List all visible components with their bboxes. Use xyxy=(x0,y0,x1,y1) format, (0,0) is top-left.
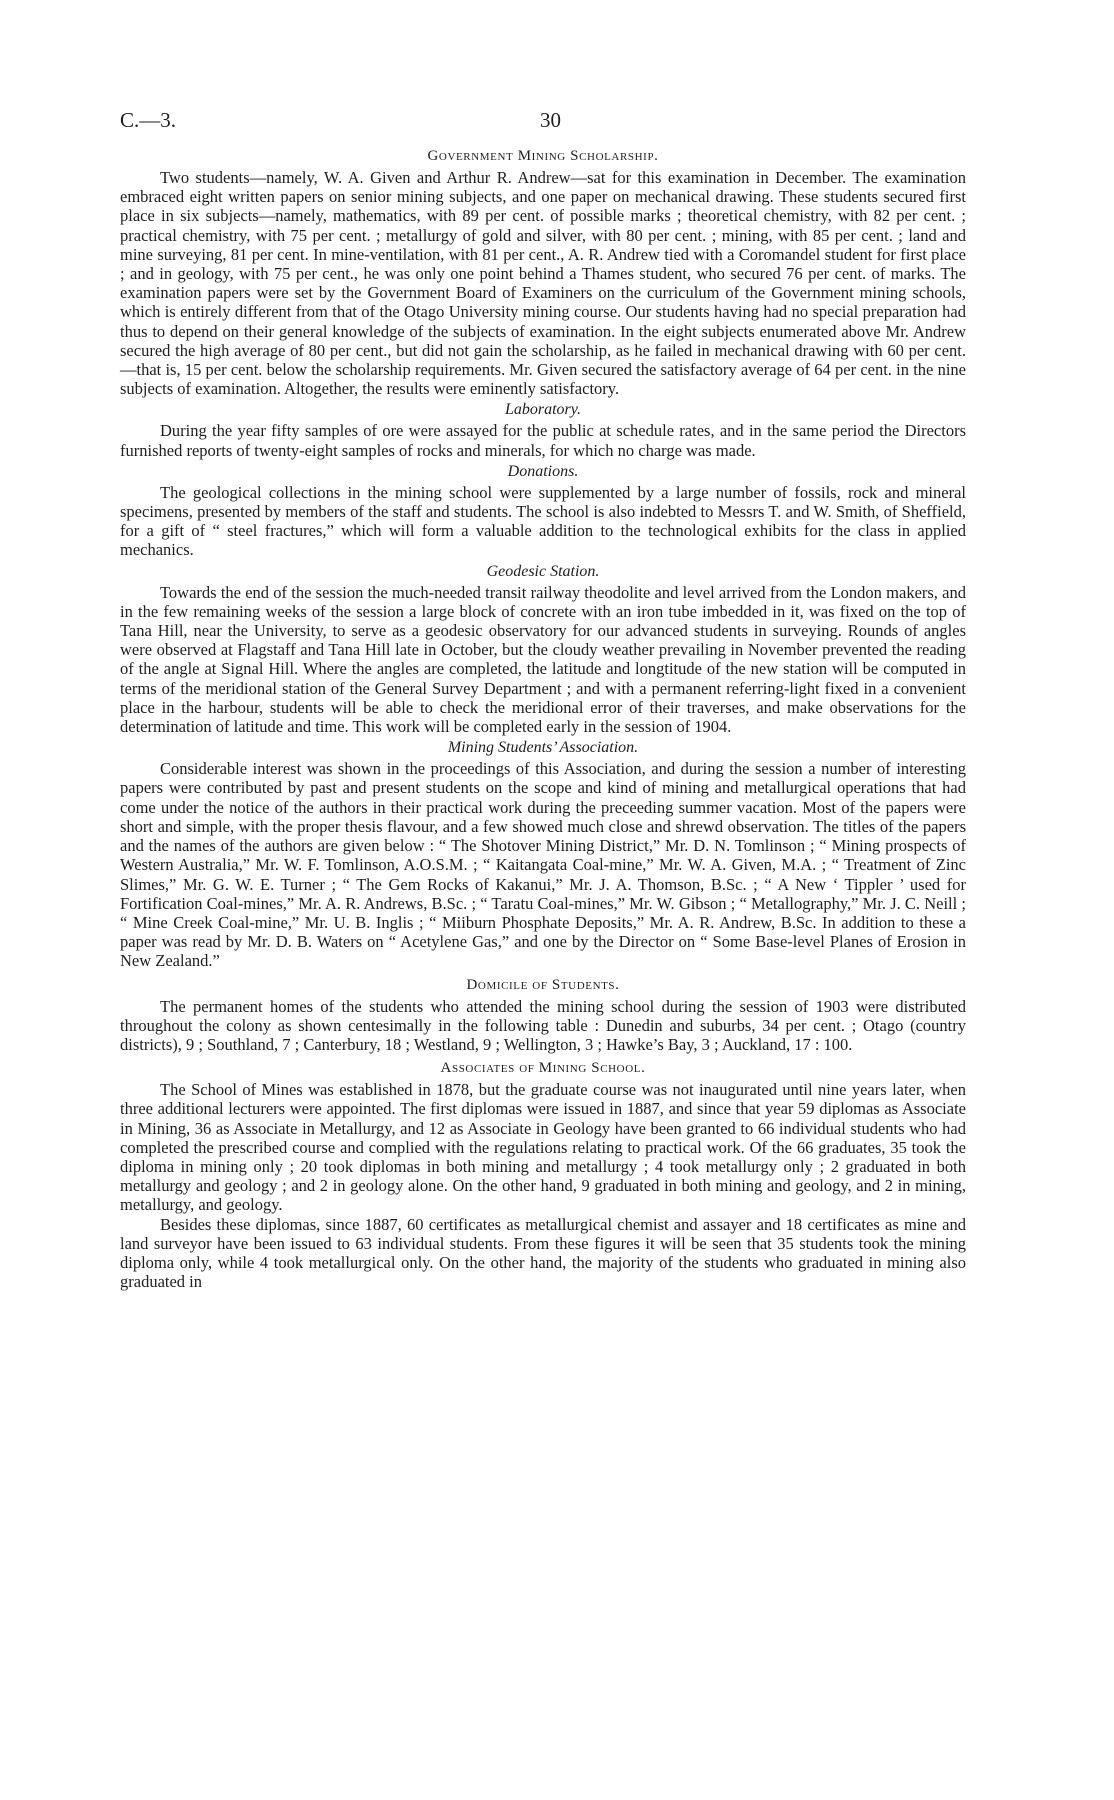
page-header xyxy=(120,108,966,142)
heading-associates-of-mining-school: Associates of Mining School. xyxy=(440,1060,646,1077)
document-page xyxy=(120,108,966,1291)
paragraph-geodesic-station: Towards the end of the session the much-needed transit railway theodolite and level arrived from the London makers, and in the few remaining weeks of the session a large block of concrete with an iron tube imbedded in it, was fixed on the top of Tana Hill, near the University, to serve as a geodesic observatory for our advanced students in surveying. Rounds of angles were observed at Flagstaff and Tana Hill late in October, but the cloudy weather prevailing in November prevented the reading of the angle at Signal Hill. Where the angles are completed, the latitude and longtitude of the new station will be computed in terms of the meridional station of the General Survey Department ; and with a permanent referring-light fixed in a convenient place in the harbour, students will be able to check the meridional error of their traverses, and make observations for the determination of latitude and time. This work will be completed early in the session of 1904. xyxy=(120,582,966,737)
heading-government-mining-scholarship: Government Mining Scholarship. xyxy=(427,148,659,164)
document-reference: C.—3. xyxy=(120,108,177,132)
heading-geodesic-station: Geodesic Station. xyxy=(486,562,600,580)
paragraph-donations: The geological collections in the mining school were supplemented by a large number of fossils, rock and mineral specimens, presented by members of the staff and students. The school is also indebted to Messrs T. and W. Smith, of Sheffield, for a gift of “ steel fractures,” which will form a valuable addition to the technological exhibits for the class in applied mechanics. xyxy=(120,482,966,560)
paragraph-associates-2: Besides these diplomas, since 1887, 60 certificates as metallurgical chemist and assayer and 18 certificates as mine and land surveyor have been issued to 63 individual students. From these figures it will be seen that 35 students took the mining diploma only, while 4 took metallurgical only. On the other hand, the majority of the students who graduated in mining also graduated in xyxy=(120,1214,966,1292)
paragraph-scholarship: Two students—namely, W. A. Given and Arthur R. Andrew—sat for this examination in December. The examination embraced eight written papers on senior mining subjects, and one paper on mechanical drawing. These students secured first place in six subjects—namely, mathematics, with 89 per cent. of possible marks ; theoretical chemistry, with 82 per cent. ; practical chemistry, with 75 per cent. ; metallurgy of gold and silver, with 80 per cent. ; mining, with 85 per cent. ; land and mine surveying, 81 per cent. In mine-ventilation, with 81 per cent., A. R. Andrew tied with a Coromandel student for first place ; and in geology, with 75 per cent., he was only one point behind a Thames student, who secured 76 per cent. of marks. The examination papers were set by the Government Board of Examiners on the curriculum of the Government mining schools, which is entirely different from that of the Otago University mining course. Our students having had no special preparation had thus to depend on their general knowledge of the subjects of examination. In the eight subjects enumerated above Mr. Andrew secured the high average of 80 per cent., but did not gain the scholarship, as he failed in mechanical drawing with 60 per cent.—that is, 15 per cent. below the scholarship requirements. Mr. Given secured the satisfactory average of 64 per cent. in the nine subjects of examination. Altogether, the results were eminently satisfactory. xyxy=(120,168,966,399)
heading-mining-students-association: Mining Students’ Association. xyxy=(447,739,639,757)
page-number: 30 xyxy=(540,108,561,132)
paragraph-laboratory: During the year fifty samples of ore were assayed for the public at schedule rates, and in the same period the Directors furnished reports of twenty-eight samples of rocks and minerals, for which no charge was made. xyxy=(120,421,966,460)
heading-donations: Donations. xyxy=(507,462,579,480)
paragraph-associates-1: The School of Mines was established in 1878, but the graduate course was not inaugurated until nine years later, when three additional lecturers were appointed. The first diplomas were issued in 1887, and since that year 59 diplomas as Associate in Mining, 36 as Associate in Metallurgy, and 12 as Associate in Geology have been granted to 66 individual students who had completed the prescribed course and complied with the regulations relating to practical work. Of the 66 graduates, 35 took the diploma in mining only ; 20 took diplomas in both mining and metallurgy ; 4 took metallurgy only ; 2 graduated in both metallurgy and geology ; and 2 in geology alone. On the other hand, 9 graduated in both mining and geology, and 2 in mining, metallurgy, and geology. xyxy=(120,1080,966,1215)
heading-laboratory: Laboratory. xyxy=(504,401,581,419)
paragraph-domicile: The permanent homes of the students who attended the mining school during the session of 1903 were distributed throughout the colony as shown centesimally in the following table : Dunedin and suburbs, 34 per cent. ; Otago (country districts), 9 ; Southland, 7 ; Canterbury, 18 ; Westland, 9 ; Wellington, 3 ; Hawke’s Bay, 3 ; Auckland, 17 : 100. xyxy=(120,996,966,1054)
heading-domicile-of-students: Domicile of Students. xyxy=(466,976,620,993)
paragraph-mining-students-association: Considerable interest was shown in the proceedings of this Association, and during the session a number of interesting papers were contributed by past and present students on the scope and kind of mining and metallurgical operations that had come under the notice of the authors in their practical work during the preceeding summer vacation. Most of the papers were short and simple, with the proper thesis flavour, and a few showed much close and shrewd observation. The titles of the papers and the names of the authors are given below : “ The Shotover Mining District,” Mr. D. N. Tomlinson ; “ Mining prospects of Western Australia,” Mr. W. F. Tomlinson, A.O.S.M. ; “ Kaitangata Coal-mine,” Mr. W. A. Given, M.A. ; “ Treatment of Zinc Slimes,” Mr. G. W. E. Turner ; “ The Gem Rocks of Kakanui,” Mr. J. A. Thomson, B.Sc. ; “ A New ‘ Tippler ’ used for Fortification Coal-mines,” Mr. A. R. Andrews, B.Sc. ; “ Taratu Coal-mines,” Mr. W. Gibson ; “ Metallography,” Mr. J. C. Neill ; “ Mine Creek Coal-mine,” Mr. U. B. Inglis ; “ Miiburn Phosphate Deposits,” Mr. A. R. Andrew, B.Sc. In addition to these a paper was read by Mr. D. B. Waters on “ Acetylene Gas,” and one by the Director on “ Some Base-level Planes of Erosion in New Zealand.” xyxy=(120,759,966,971)
